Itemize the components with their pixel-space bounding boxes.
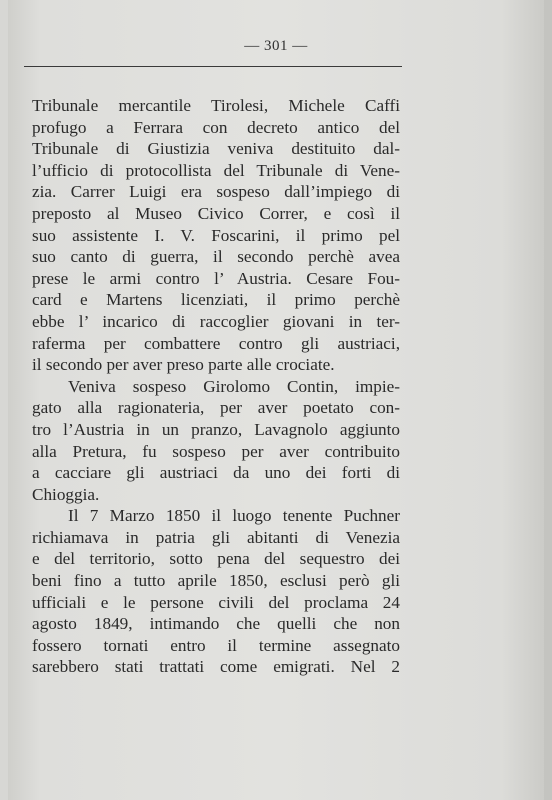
text-line: card e Martens licenziati, il primo perchè (32, 290, 400, 310)
book-page (8, 0, 544, 800)
body-text (32, 95, 400, 678)
text-line: Veniva sospeso Girolomo Contin, impie- (68, 376, 400, 396)
text-line: alla Pretura, fu sospeso per aver contribuito (32, 441, 400, 461)
text-line: ufficiali e le persone civili del proclama 24 (32, 592, 400, 612)
text-line: beni fino a tutto aprile 1850, esclusi però gli (32, 571, 400, 591)
text-line: gato alla ragionateria, per aver poetato con- (32, 398, 400, 418)
text-line: e del territorio, sotto pena del sequestro dei (32, 549, 400, 569)
text-line: fossero tornati entro il termine assegnato (32, 635, 400, 655)
header-rule (24, 66, 402, 67)
text-line: Tribunale di Giustizia veniva destituito dal- (32, 139, 400, 159)
text-line: prese le armi contro l’ Austria. Cesare Fou- (32, 268, 400, 288)
text-line: Tribunale mercantile Tirolesi, Michele Caffi (32, 96, 400, 115)
text-line: l’ufficio di protocollista del Tribunale di Vene- (32, 160, 400, 180)
paragraph (32, 376, 400, 506)
text-line: ebbe l’ incarico di raccoglier giovani in ter- (32, 311, 400, 331)
scan-edge (544, 0, 552, 800)
text-line: suo assistente I. V. Foscarini, il primo pel (32, 225, 400, 245)
text-line: Chioggia. (32, 484, 100, 504)
paragraph (32, 505, 400, 678)
text-line: richiamava in patria gli abitanti di Venezia (32, 527, 400, 547)
page-number: — 301 — (244, 38, 308, 54)
text-line: suo canto di guerra, il secondo perchè avea (32, 247, 400, 267)
paragraph (32, 95, 400, 376)
text-line: raferma per combattere contro gli austriaci, (32, 333, 400, 353)
text-line: il secondo per aver preso parte alle crociate. (32, 355, 335, 375)
text-line: tro l’Austria in un pranzo, Lavagnolo aggiunto (32, 419, 400, 439)
text-line: Il 7 Marzo 1850 il luogo tenente Puchner (68, 506, 400, 526)
text-line: sarebbero stati trattati come emigrati. Nel 2 (32, 657, 400, 677)
text-line: zia. Carrer Luigi era sospeso dall’impiego di (32, 182, 400, 202)
text-line: profugo a Ferrara con decreto antico del (32, 117, 400, 137)
text-line: a cacciare gli austriaci da uno dei forti di (32, 463, 400, 483)
text-line: agosto 1849, intimando che quelli che non (32, 614, 400, 634)
text-line: preposto al Museo Civico Correr, e così il (32, 203, 400, 223)
